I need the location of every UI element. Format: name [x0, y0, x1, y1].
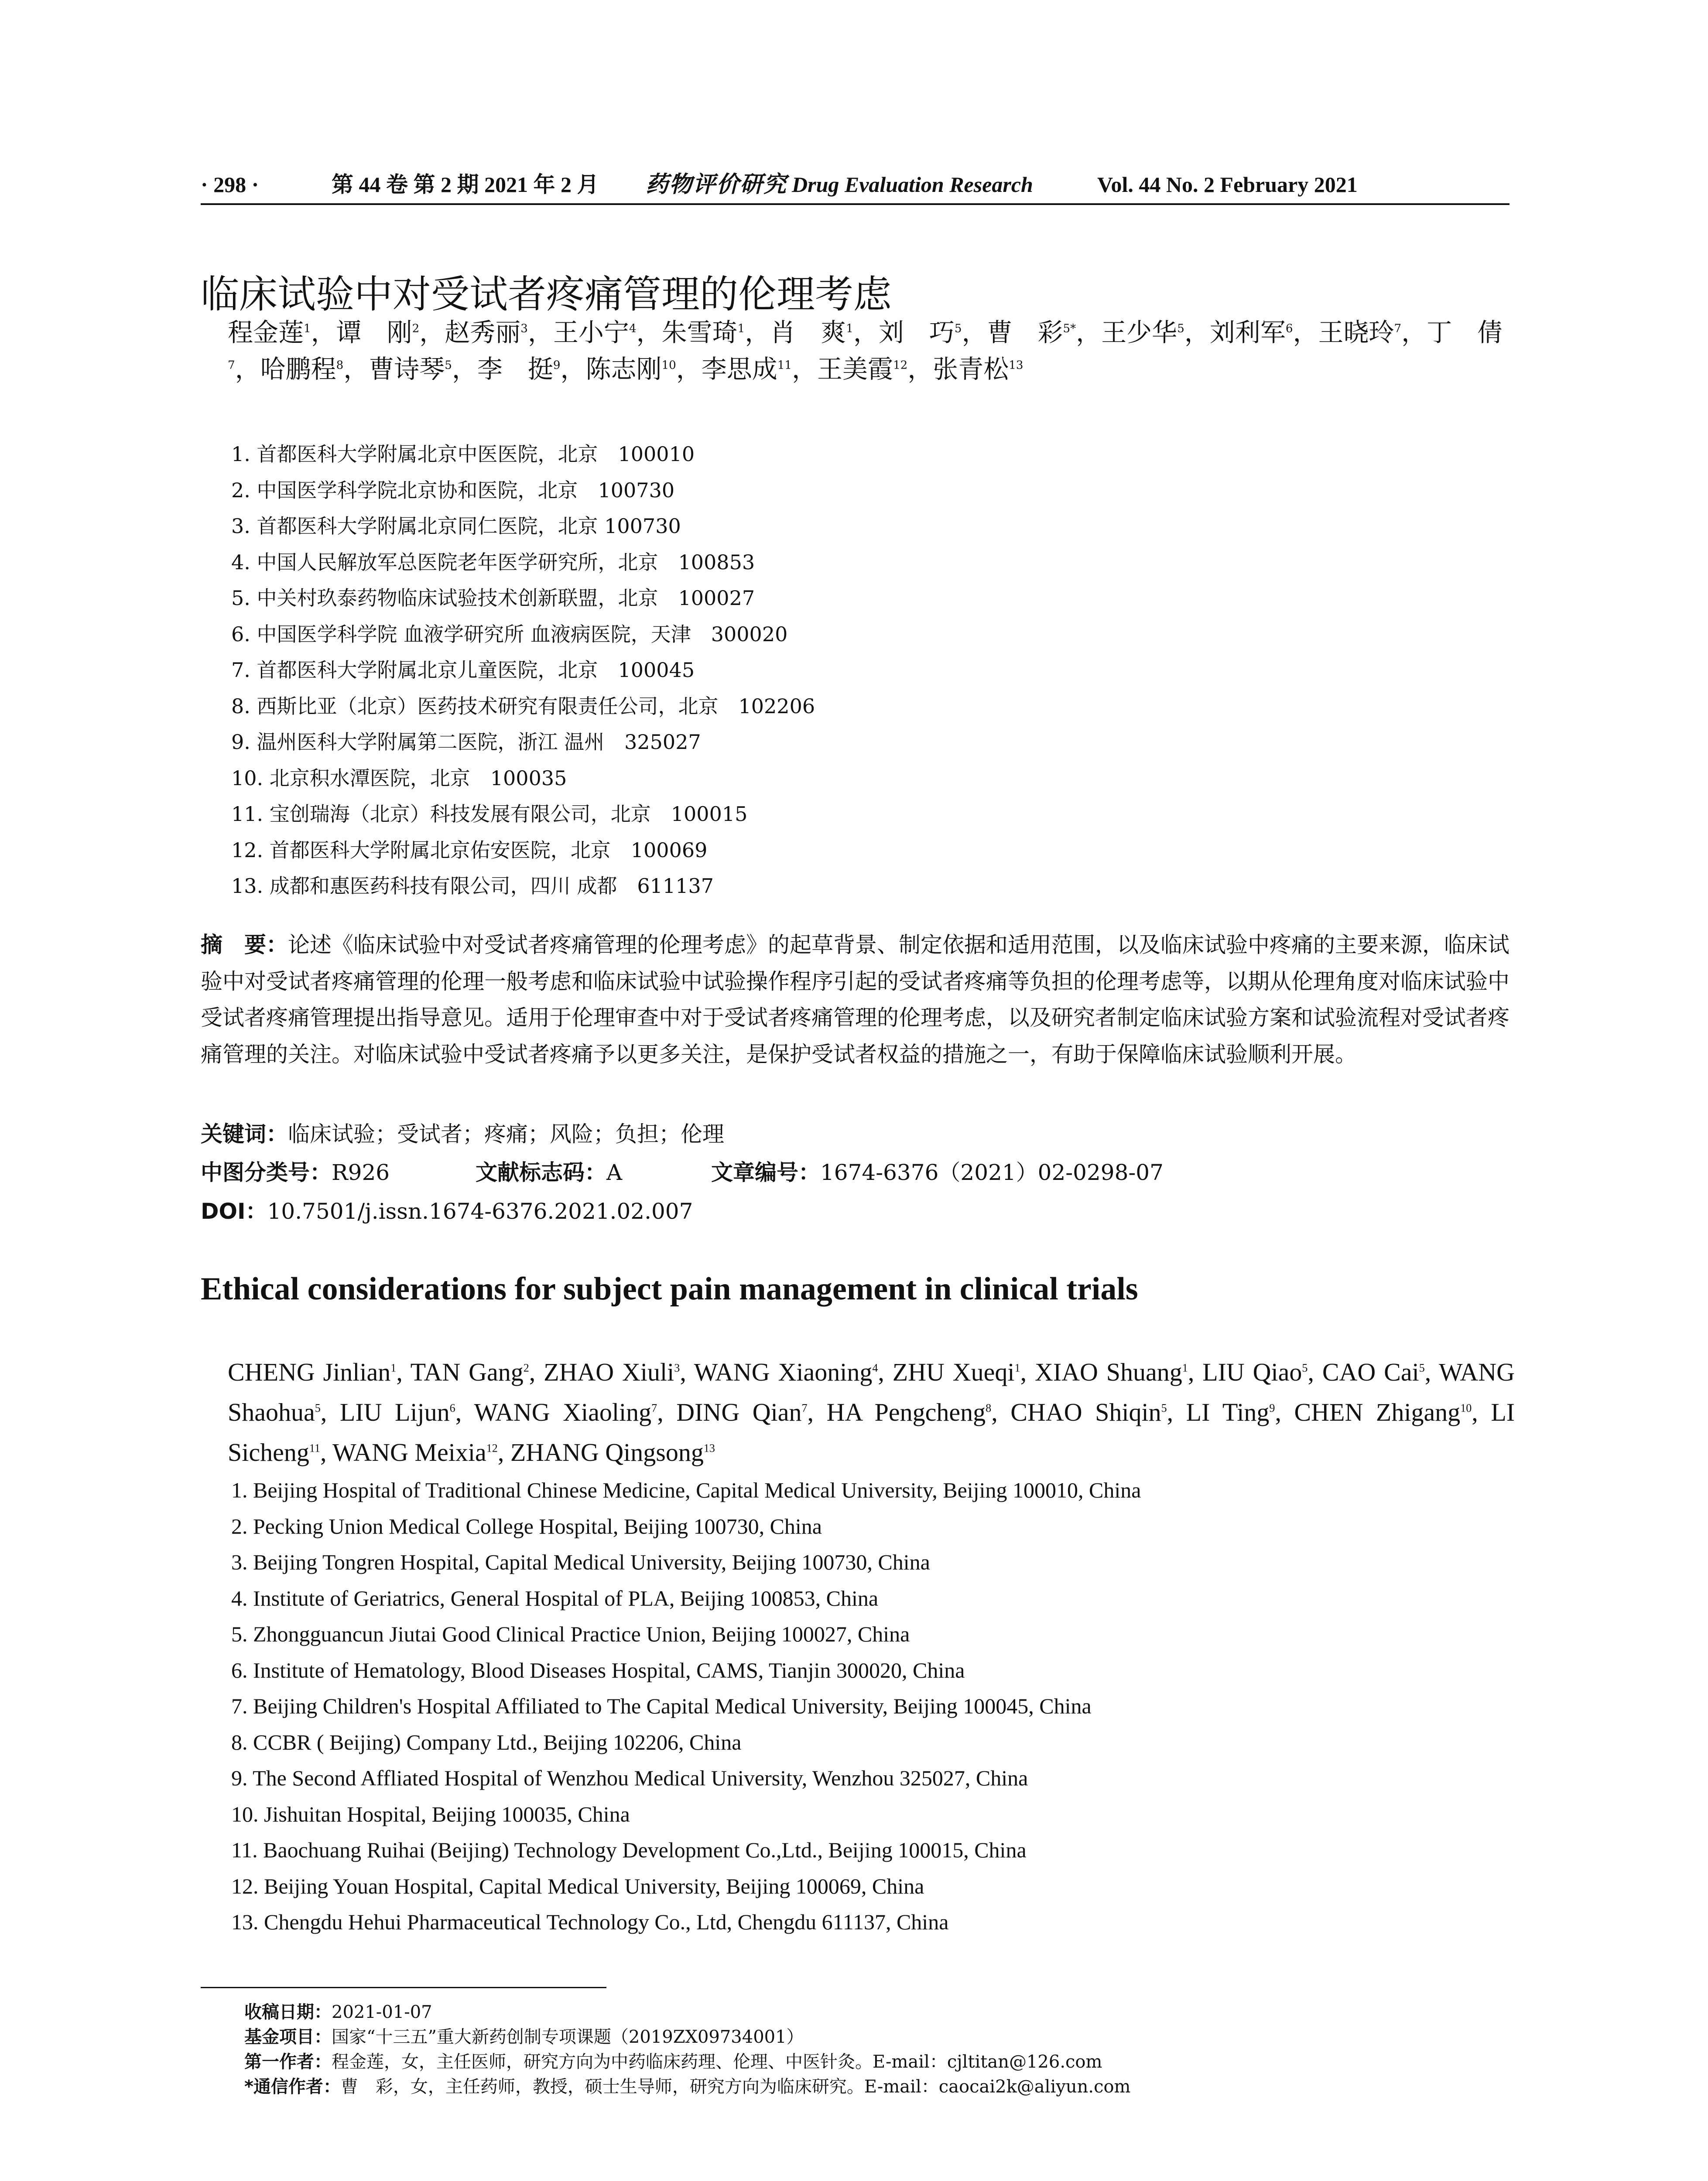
- authors-en: CHENG Jinlian$^1$, TAN Gang$^2$, ZHAO Xiuli$^3$, WANG Xiaoning$^4$, ZHU Xueqi$^1$, XIAO Shuang$^1$, LIU Qiao$^5$, CAO Cai$^5$, WANG Shaohua$^5$, LIU Lijun$^6$, WANG Xiaoling$^7$, DING Qian$^7$, HA Pengcheng$^8$, CHAO Shiqin$^5$, LI Ting$^9$, CHEN Zhigang$^{10}$, LI Sicheng$^{11}$, WANG Meixia$^{12}$, ZHANG Qingsong$^{13}$: [228, 1358, 1515, 1467]
- author-affiliation-mark: 5: [445, 359, 452, 372]
- author-affiliation-mark: 3: [520, 322, 528, 335]
- author-name: TAN Gang: [410, 1358, 524, 1386]
- author-name: HA Pengcheng: [826, 1398, 986, 1426]
- doc-code-label: 文献标志码：: [476, 1160, 606, 1185]
- affiliation-item: 9. The Second Affliated Hospital of Wenzhou Medical University, Wenzhou 325027, China: [231, 1766, 1028, 1790]
- affiliations-en: [231, 1472, 1141, 1940]
- author-affiliation-mark: 11: [777, 359, 792, 372]
- author-affiliation-mark: 9: [1269, 1402, 1275, 1415]
- page-number: · 298 ·: [201, 172, 259, 197]
- author-name: WANG Xiaoling: [474, 1398, 652, 1426]
- footnotes: [244, 2000, 1131, 2099]
- author-affiliation-mark: 12: [486, 1442, 498, 1455]
- footnote-text: 国家“十三五”重大新药创制专项课题（2019ZX09734001）: [332, 2027, 804, 2047]
- author-affiliation-mark: 1: [846, 322, 853, 335]
- author-affiliation-mark: 6: [449, 1402, 455, 1415]
- author-affiliation-mark: 5: [954, 322, 962, 335]
- author-affiliation-mark: 7: [1394, 322, 1402, 335]
- author-affiliation-mark: 4: [872, 1361, 878, 1374]
- author-affiliation-mark: 12: [893, 359, 908, 372]
- author-name: ZHU Xueqi: [892, 1358, 1015, 1386]
- affiliation-item: 8. CCBR ( Beijing) Company Ltd., Beijing 102206, China: [231, 1730, 742, 1754]
- affiliation-item: 9. 温州医科大学附属第二医院，浙江 温州 325027: [231, 730, 701, 754]
- author-affiliation-mark: 11: [309, 1442, 320, 1455]
- author-affiliation-mark: 2: [523, 1361, 529, 1374]
- affiliation-item: 11. Baochuang Ruihai (Beijing) Technology Development Co.,Ltd., Beijing 100015, China: [231, 1838, 1027, 1862]
- author-affiliation-mark: 1: [1014, 1361, 1020, 1374]
- affiliation-item: 1. Beijing Hospital of Traditional Chinese Medicine, Capital Medical University, Beijing 100010, China: [231, 1478, 1141, 1502]
- doi-line: [201, 1194, 693, 1229]
- author-name: WANG Shaohua: [228, 1358, 1515, 1426]
- author-name: CAO Cai: [1322, 1358, 1419, 1386]
- footnote-item: [244, 2000, 1131, 2025]
- volume-cn: 第 44 卷 第 2 期 2021 年 2 月: [332, 172, 599, 197]
- author-affiliation-mark: 8: [336, 359, 344, 372]
- affiliation-item: 6. Institute of Hematology, Blood Diseases Hospital, CAMS, Tianjin 300020, China: [231, 1658, 965, 1682]
- affiliation-item: 3. Beijing Tongren Hospital, Capital Medical University, Beijing 100730, China: [231, 1550, 930, 1574]
- author-affiliation-mark: 8: [986, 1402, 992, 1415]
- classification-line: [201, 1155, 1509, 1190]
- footnote-item: [244, 2075, 1131, 2099]
- authors-cn: 程金莲$^1$，谭 刚$^2$，赵秀丽$^3$，王小宁$^4$，朱雪琦$^1$，肖 爽$^1$，刘 巧$^5$，曹 彩$^{5*}$，王少华$^5$，刘利军$^6$，王晓玲$^7$，丁 倩$^7$，哈鹏程$^8$，曹诗琴$^5$，李 挺$^9$，陈志刚$^{10}$，李思成$^{11}$，王美霞$^{12}$，张青松$^{13}$: [228, 318, 1503, 384]
- author-name: 王小宁: [553, 318, 629, 347]
- footnote-text: 程金莲，女，主任医师，研究方向为中药临床药理、伦理、中医针灸。E-mail：cjltitan@126.com: [332, 2052, 1102, 2072]
- volume-en: Vol. 44 No. 2 February 2021: [1097, 172, 1358, 197]
- author-name: LIU Lijun: [339, 1398, 450, 1426]
- author-name: WANG Meixia: [332, 1438, 486, 1467]
- author-name: 朱雪琦: [661, 318, 738, 347]
- author-affiliation-mark: 4: [629, 322, 637, 335]
- author-affiliation-mark: 1: [390, 1361, 397, 1374]
- author-affiliation-mark: 5: [1177, 322, 1184, 335]
- author-affiliation-mark: 5*: [1063, 322, 1076, 335]
- author-affiliation-mark: 5: [1161, 1402, 1167, 1415]
- author-name: 张青松: [933, 354, 1009, 384]
- journal-logo-cn: 药物评价研究: [646, 171, 787, 198]
- author-affiliation-mark: 7: [651, 1402, 657, 1415]
- author-name: 赵秀丽: [445, 318, 521, 347]
- author-name: 哈鹏程: [260, 354, 336, 384]
- author-name: 王少华: [1101, 318, 1177, 347]
- article-number-value: 1674-6376（2021）02-0298-07: [820, 1160, 1164, 1185]
- author-name: WANG Xiaoning: [694, 1358, 873, 1386]
- author-name: ZHANG Qingsong: [510, 1438, 704, 1467]
- affiliation-item: 5. Zhongguancun Jiutai Good Clinical Practice Union, Beijing 100027, China: [231, 1622, 910, 1646]
- footnote-text: 曹 彩，女，主任药师，教授，硕士生导师，研究方向为临床研究。E-mail：caocai2k@aliyun.com: [340, 2077, 1131, 2097]
- affiliation-item: 11. 宝创瑞海（北京）科技发展有限公司，北京 100015: [231, 802, 748, 826]
- keywords-label: 关键词：: [201, 1121, 288, 1147]
- author-name: 李思成: [701, 354, 777, 384]
- author-affiliation-mark: 5: [315, 1402, 321, 1415]
- affiliation-item: 7. Beijing Children's Hospital Affiliated to The Capital Medical University, Beijing 100045, China: [231, 1694, 1092, 1718]
- author-affiliation-mark: 5: [1419, 1361, 1425, 1374]
- author-name: ZHAO Xiuli: [544, 1358, 674, 1386]
- author-affiliation-mark: 3: [674, 1361, 680, 1374]
- author-affiliation-mark: 9: [553, 359, 561, 372]
- journal-name-en: Drug Evaluation Research: [792, 172, 1033, 197]
- author-name: 刘 巧: [878, 318, 955, 347]
- author-affiliation-mark: 13: [703, 1442, 715, 1455]
- affiliation-item: 10. 北京积水潭医院，北京 100035: [231, 766, 567, 790]
- title-en: Ethical considerations for subject pain management in clinical trials: [201, 1271, 1138, 1307]
- affiliation-item: 3. 首都医科大学附属北京同仁医院，北京 100730: [231, 514, 681, 538]
- running-header: [201, 169, 1509, 200]
- author-name: LIU Qiao: [1202, 1358, 1302, 1386]
- affiliation-item: 6. 中国医学科学院 血液学研究所 血液病医院，天津 300020: [231, 622, 788, 646]
- author-name: XIAO Shuang: [1034, 1358, 1182, 1386]
- affiliation-item: 7. 首都医科大学附属北京儿童医院，北京 100045: [231, 658, 695, 682]
- footnote-text: 2021-01-07: [332, 2002, 432, 2022]
- affiliation-item: 10. Jishuitan Hospital, Beijing 100035, China: [231, 1802, 630, 1826]
- footnote-rule: [201, 1987, 606, 1988]
- author-name: 曹诗琴: [369, 354, 445, 384]
- affiliation-item: 8. 西斯比亚（北京）医药技术研究有限责任公司，北京 102206: [231, 694, 815, 718]
- author-name: 李 挺: [477, 354, 553, 384]
- abstract-text: 论述《临床试验中对受试者疼痛管理的伦理考虑》的起草背景、制定依据和适用范围，以及临床试验中疼痛的主要来源，临床试验中对受试者疼痛管理的伦理一般考虑和临床试验中试验操作程序引起的受试者疼痛等负担的伦理考虑等，以期从伦理角度对临床试验中受试者疼痛管理提出指导意见。适用于伦理审查中对于受试者疼痛管理的伦理考虑，以及研究者制定临床试验方案和试验流程对受试者疼痛管理的关注。对临床试验中受试者疼痛予以更多关注，是保护受试者权益的措施之一，有助于保障临床试验顺利开展。: [201, 932, 1509, 1067]
- affiliation-item: 13. Chengdu Hehui Pharmaceutical Technology Co., Ltd, Chengdu 611137, China: [231, 1910, 949, 1934]
- author-affiliation-mark: 10: [661, 359, 676, 372]
- author-affiliation-mark: 13: [1009, 359, 1023, 372]
- keywords-line: [201, 1117, 724, 1152]
- affiliation-item: 5. 中关村玖泰药物临床试验技术创新联盟，北京 100027: [231, 586, 755, 610]
- affiliation-item: 4. 中国人民解放军总医院老年医学研究所，北京 100853: [231, 550, 755, 574]
- abstract-label: 摘 要：: [201, 932, 288, 957]
- affiliation-item: 2. Pecking Union Medical College Hospital, Beijing 100730, China: [231, 1514, 822, 1538]
- author-name: 丁 倩: [1427, 318, 1503, 347]
- doi-label: DOI：: [201, 1199, 267, 1224]
- footnote-item: [244, 2050, 1131, 2075]
- author-affiliation-mark: 7: [801, 1402, 808, 1415]
- author-name: LI Sicheng: [228, 1398, 1515, 1467]
- author-affiliation-mark: 1: [1182, 1361, 1188, 1374]
- author-name: 谭 刚: [336, 318, 412, 347]
- author-name: 程金莲: [228, 318, 304, 347]
- abstract: [201, 927, 1509, 1073]
- author-name: CHEN Zhigang: [1294, 1398, 1461, 1426]
- affiliation-item: 1. 首都医科大学附属北京中医医院，北京 100010: [231, 442, 695, 466]
- author-name: 刘利军: [1209, 318, 1286, 347]
- clc-label: 中图分类号：: [201, 1160, 332, 1185]
- author-affiliation-mark: 1: [304, 322, 311, 335]
- affiliations-cn: [231, 436, 815, 904]
- author-name: CHENG Jinlian: [228, 1358, 391, 1386]
- author-name: 曹 彩: [987, 318, 1063, 347]
- author-affiliation-mark: 2: [412, 322, 420, 335]
- header-rule: [201, 203, 1509, 205]
- author-name: 陈志刚: [585, 354, 662, 384]
- author-name: 肖 爽: [770, 318, 846, 347]
- clc-value: R926: [332, 1160, 390, 1185]
- footnote-label: *通信作者：: [244, 2077, 341, 2097]
- footnote-item: [244, 2025, 1131, 2050]
- author-name: CHAO Shiqin: [1010, 1398, 1161, 1426]
- keywords-text: 临床试验；受试者；疼痛；风险；负担；伦理: [288, 1121, 724, 1147]
- author-name: 王晓玲: [1318, 318, 1394, 347]
- title-cn: 临床试验中对受试者疼痛管理的伦理考虑: [201, 272, 892, 317]
- author-name: LI Ting: [1186, 1398, 1270, 1426]
- author-name: DING Qian: [676, 1398, 802, 1426]
- affiliation-item: 13. 成都和惠医药科技有限公司，四川 成都 611137: [231, 874, 714, 898]
- author-affiliation-mark: 10: [1460, 1402, 1472, 1415]
- author-affiliation-mark: 7: [228, 359, 235, 372]
- author-affiliation-mark: 6: [1285, 322, 1293, 335]
- author-name: 王美霞: [817, 354, 893, 384]
- article-number-label: 文章编号：: [711, 1160, 820, 1185]
- affiliation-item: 12. Beijing Youan Hospital, Capital Medical University, Beijing 100069, China: [231, 1873, 924, 1898]
- affiliation-item: 4. Institute of Geriatrics, General Hospital of PLA, Beijing 100853, China: [231, 1586, 879, 1610]
- doi-value[interactable]: 10.7501/j.issn.1674-6376.2021.02.007: [267, 1199, 693, 1224]
- footnote-label: 第一作者：: [244, 2052, 332, 2072]
- footnote-label: 收稿日期：: [244, 2002, 332, 2022]
- affiliation-item: 2. 中国医学科学院北京协和医院，北京 100730: [231, 478, 675, 502]
- author-affiliation-mark: 1: [737, 322, 745, 335]
- doc-code-value: A: [606, 1160, 623, 1185]
- footnote-label: 基金项目：: [244, 2027, 332, 2047]
- author-affiliation-mark: 5: [1302, 1361, 1308, 1374]
- affiliation-item: 12. 首都医科大学附属北京佑安医院，北京 100069: [231, 838, 708, 862]
